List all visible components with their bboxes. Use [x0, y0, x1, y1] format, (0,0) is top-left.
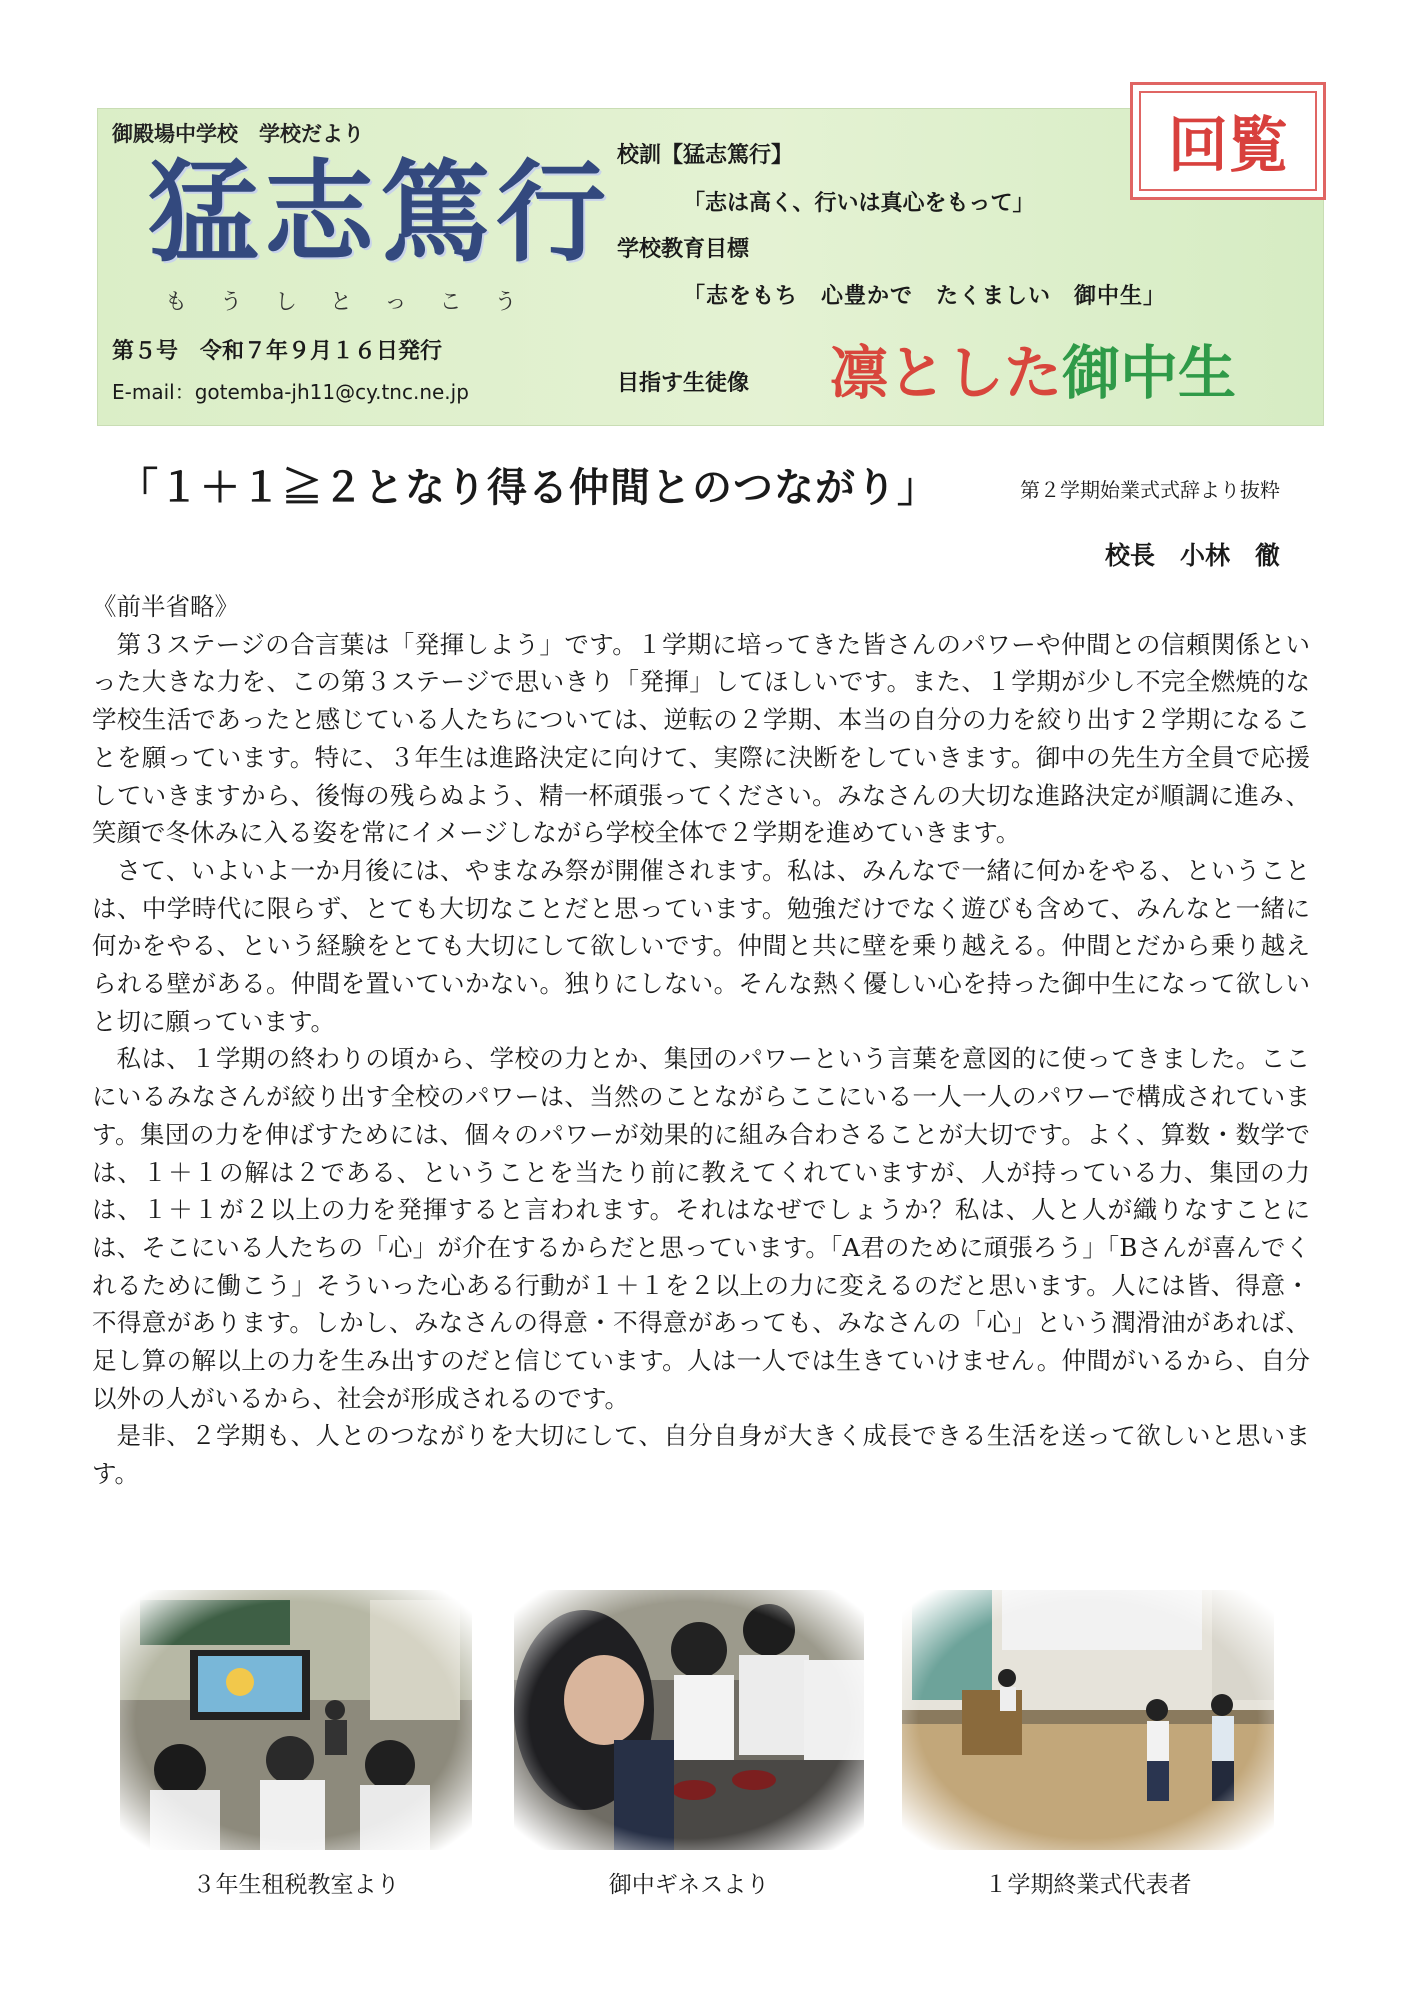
paragraph: 是非、２学期も、人とのつながりを大切にして、自分自身が大きく成長できる生活を送って欲しいと思います。 — [92, 1421, 1310, 1489]
paragraph: 第３ステージの合言葉は「発揮しよう」です。１学期に培ってきた皆さんのパワーや仲間との信頼関係といった大きな力を、この第３ステージで思いきり「発揮」してほしいです。また、１学期が少し不完全燃焼的な学校生活であったと感じている人たちについては、逆転の２学期、本当の自分の力を絞り出す２学期になることを願っています。特に、３年生は進路決定に向けて、実際に決断をしていきます。御中の先生方全員で応援していきますから、後悔の残らぬよう、精一杯頑張ってください。みなさんの大切な進路決定が順調に進み、笑顔で冬休みに入る姿を常にイメージしながら学校全体で２学期を進めていきます。 — [92, 629, 1310, 848]
ideal-student-label: 目指す生徒像 — [617, 371, 750, 396]
paragraph: 私は、１学期の終わりの頃から、学校の力とか、集団のパワーという言葉を意図的に使ってきました。ここにいるみなさんが絞り出す全校のパワーは、当然のことながらここにいる一人一人のパワーで構成されています。集団の力を伸ばすためには、個々のパワーが効果的に組み合わさることが大切です。よく、算数・数学では、１＋１の解は２である、ということを当たり前に教えてくれていますが、人が持っている力、集団の力は、１＋１が２以上の力を発揮すると言われます。それはなぜでしょうか？私は、人と人が織りなすことには、そこにいる人たちの「心」が介在するからだと思っています。「A君のために頑張ろう」「Bさんが喜んでくれるために働こう」そういった心ある行動が１＋１を２以上の力に変えるのだと思います。人には皆、得意・不得意があります。しかし、みなさんの得意・不得意があっても、みなさんの「心」という潤滑油があれば、足し算の解以上の力を生み出すのだと信じています。人は一人では生きていけません。仲間がいるから、自分以外の人がいるから、社会が形成されるのです。 — [92, 1044, 1310, 1413]
contact-email: E-mail：gotemba-jh11@cy.tnc.ne.jp — [112, 380, 469, 404]
circulation-stamp — [1130, 82, 1326, 200]
paragraph: さて、いよいよ一か月後には、やまなみ祭が開催されます。私は、みんなで一緒に何かをやる、ということは、中学時代に限らず、とても大切なことだと思っています。勉強だけでなく遊びも含めて、みんなと一緒に何かをやる、という経験をとても大切にして欲しいです。仲間と共に壁を乗り越える。仲間とだから乗り越えられる壁がある。仲間を置いていかない。独りにしない。そんな熱く優しい心を持った御中生になって欲しいと切に願っています。 — [92, 855, 1310, 1036]
article-author: 校長 小林 徹 — [1105, 541, 1281, 570]
photo-caption: １学期終業式代表者 — [984, 1872, 1192, 1898]
ideal-part-1: 凛 — [830, 339, 889, 407]
motto-label: 校訓【猛志篤行】 — [617, 143, 794, 168]
photo-tax-class — [120, 1590, 472, 1850]
photo-caption: ３年生租税教室より — [192, 1872, 400, 1898]
photo-guinness-event — [514, 1590, 864, 1850]
photo-closing-ceremony — [902, 1590, 1274, 1850]
school-name: 御殿場中学校 学校だより — [112, 122, 364, 146]
article-source: 第２学期始業式式辞より抜粋 — [1020, 478, 1280, 502]
newsletter-title: 猛志篤行 — [148, 148, 612, 277]
goal-text: 「志をもち 心豊かで たくましい 御中生」 — [683, 284, 1167, 309]
motto-text: 「志は高く、行いは真心をもって」 — [683, 191, 1035, 216]
circulation-stamp-label: 回覧 — [1139, 91, 1317, 191]
ideal-part-3: 御中生 — [1062, 339, 1237, 407]
goal-label: 学校教育目標 — [617, 237, 750, 262]
article-body — [92, 588, 1310, 1493]
ideal-student-text — [830, 326, 1236, 410]
issue-info: 第５号 令和７年９月１６日発行 — [112, 339, 443, 364]
title-reading: もうしとっこう — [165, 290, 550, 315]
article-title: 「１＋１≧２となり得る仲間とのつながり」 — [118, 464, 938, 511]
ideal-part-2: とした — [888, 339, 1063, 407]
photo-caption: 御中ギネスより — [608, 1872, 770, 1898]
omission-note: 《前半省略》 — [92, 592, 239, 621]
